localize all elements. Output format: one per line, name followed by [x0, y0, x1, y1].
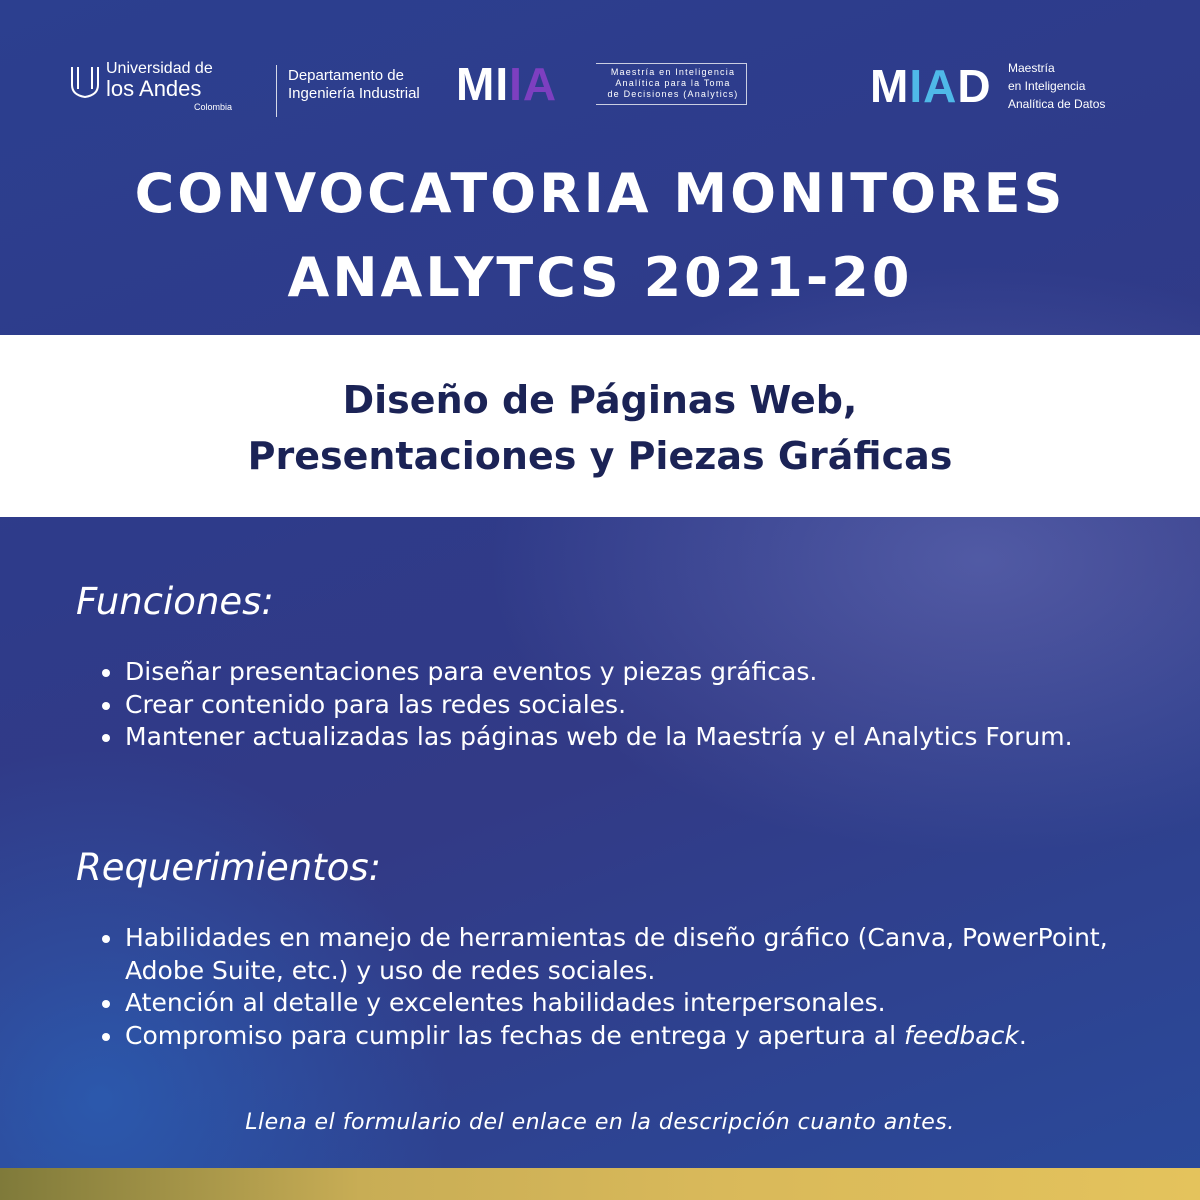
funciones-list — [100, 656, 1160, 754]
list-item — [100, 721, 1160, 754]
position-title — [0, 372, 1200, 484]
miad-wordmark — [870, 60, 992, 112]
requerimientos-heading: Requerimientos: — [76, 846, 382, 889]
miad-word-m: M — [870, 60, 910, 112]
title-line2: ANALYTCS 2021-20 — [287, 246, 913, 309]
position-banner — [0, 335, 1200, 517]
miia-word-mi: MI — [456, 58, 510, 110]
requerimientos-item-text: Atención al detalle y excelentes habilidades interpersonales. — [125, 988, 886, 1017]
miia-tagline-line1: Maestría en Inteligencia — [610, 67, 736, 77]
miad-word-d: D — [957, 60, 992, 112]
item-end-punctuation: . — [1018, 1020, 1027, 1050]
miia-tagline-line2: Analítica para la Toma — [615, 78, 731, 88]
miia-tagline-line3: de Decisiones (Analytics) — [607, 89, 739, 99]
gold-footer-bar — [0, 1168, 1200, 1200]
uniandes-name-line2: los Andes — [106, 76, 202, 101]
uniandes-divider — [276, 65, 277, 117]
feedback-word: feedback — [904, 1020, 1019, 1050]
miia-tagline — [593, 67, 753, 100]
uniandes-country: Colombia — [193, 102, 232, 112]
requerimientos-item-text: Compromiso para cumplir las fechas de entrega y apertura al — [125, 1020, 897, 1050]
miia-word-ia: IA — [509, 58, 558, 110]
uniandes-department — [288, 67, 428, 103]
requerimientos-item-text: Habilidades en manejo de herramientas de diseño gráfico (Canva, PowerPoint, Adobe Suite, etc.) y uso de redes sociales. — [125, 923, 1108, 985]
list-item — [100, 1020, 1160, 1053]
department-line1: Departamento de — [288, 67, 404, 84]
list-item — [100, 922, 1160, 987]
logo-row — [0, 55, 1200, 125]
miad-tagline-line2: en Inteligencia — [1008, 79, 1086, 93]
miad-tagline — [1008, 59, 1148, 113]
list-item — [100, 987, 1160, 1020]
uniandes-name-line1: Universidad de — [106, 60, 213, 77]
list-item — [100, 656, 1160, 689]
funciones-item-text: Diseñar presentaciones para eventos y piezas gráficas. — [125, 657, 818, 686]
funciones-item-text: Crear contenido para las redes sociales. — [125, 689, 627, 719]
list-item — [100, 689, 1160, 722]
miad-tagline-line1: Maestría — [1008, 61, 1055, 75]
call-to-action-note: Llena el formulario del enlace en la descripción cuanto antes. — [245, 1110, 955, 1135]
title-line1: CONVOCATORIA MONITORES — [134, 162, 1066, 225]
position-title-line2: Presentaciones y Piezas Gráficas — [247, 434, 953, 478]
uniandes-emblem-icon — [68, 63, 102, 99]
requerimientos-list — [100, 922, 1160, 1052]
funciones-item-text: Mantener actualizadas las páginas web de la Maestría y el Analytics Forum. — [125, 722, 1073, 751]
page-title — [0, 152, 1200, 320]
miad-word-ia: IA — [909, 60, 958, 112]
department-line2: Ingeniería Industrial — [288, 85, 420, 102]
miia-wordmark — [456, 58, 558, 110]
miad-tagline-line3: Analítica de Datos — [1008, 97, 1106, 111]
position-title-line1: Diseño de Páginas Web, — [342, 378, 858, 422]
funciones-heading: Funciones: — [76, 580, 274, 623]
uniandes-name — [106, 61, 266, 112]
